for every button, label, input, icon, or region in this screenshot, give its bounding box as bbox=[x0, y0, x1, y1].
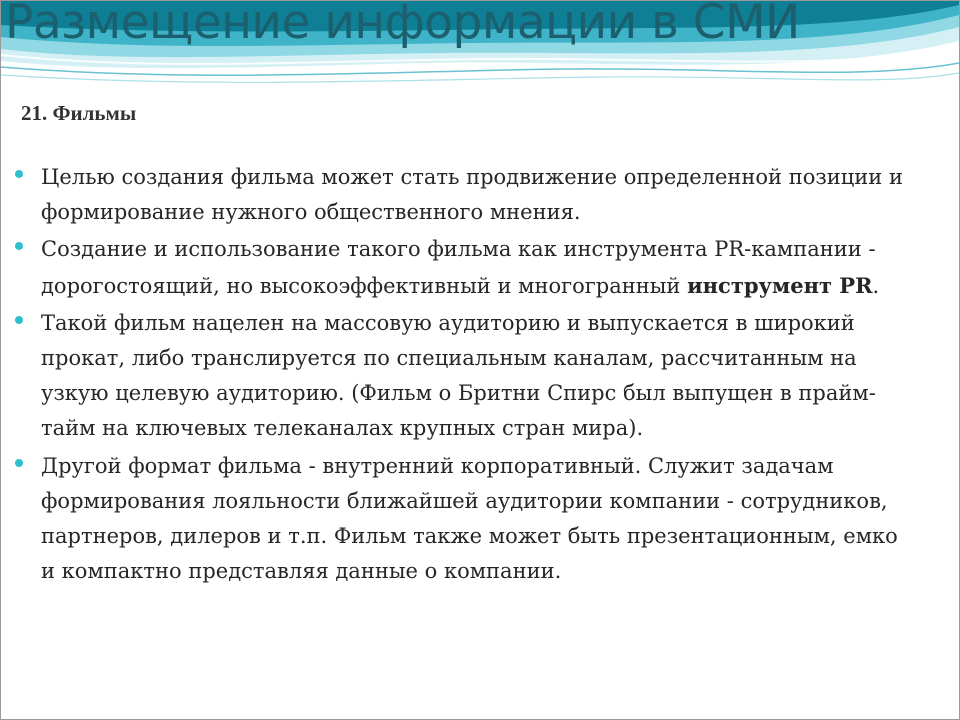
bullet-item bbox=[15, 160, 915, 230]
bullet-dot-icon bbox=[15, 170, 23, 178]
bullet-text: Целью создания фильма может стать продвижение определенной позиции и формирование нужного общественного мнения. bbox=[41, 165, 903, 225]
bullet-list bbox=[15, 160, 915, 591]
bullet-text-after: . bbox=[872, 273, 880, 298]
bullet-dot-icon bbox=[15, 242, 23, 250]
slide-title: Размещение информации в СМИ bbox=[5, 0, 800, 50]
bullet-item bbox=[15, 232, 915, 303]
bullet-dot-icon bbox=[15, 459, 23, 467]
bullet-text: Другой формат фильма - внутренний корпоративный. Служит задачам формирования лояльности ближайшей аудитории компании - сотрудников, партнеров, дилеров и т.п. Фильм также может быть презентационным, емко и компактно представляя данные о компании. bbox=[41, 453, 898, 584]
bullet-item bbox=[15, 449, 915, 590]
bullet-dot-icon bbox=[15, 316, 23, 324]
bullet-bold-text: инструмент PR bbox=[687, 272, 873, 298]
bullet-item bbox=[15, 306, 915, 447]
bullet-text: Такой фильм нацелен на массовую аудиторию и выпускается в широкий прокат, либо транслируется по специальным каналам, рассчитанным на узкую целевую аудиторию. (Фильм о Бритни Спирс был выпущен в прайм-тайм на ключевых телеканалах крупных стран мира). bbox=[41, 310, 876, 441]
slide-subtitle: 21. Фильмы bbox=[21, 101, 137, 125]
bullet-text: Создание и использование такого фильма как инструмента PR-кампании - дорогостоящий, но высокоэффективный и многогранный bbox=[41, 237, 876, 298]
